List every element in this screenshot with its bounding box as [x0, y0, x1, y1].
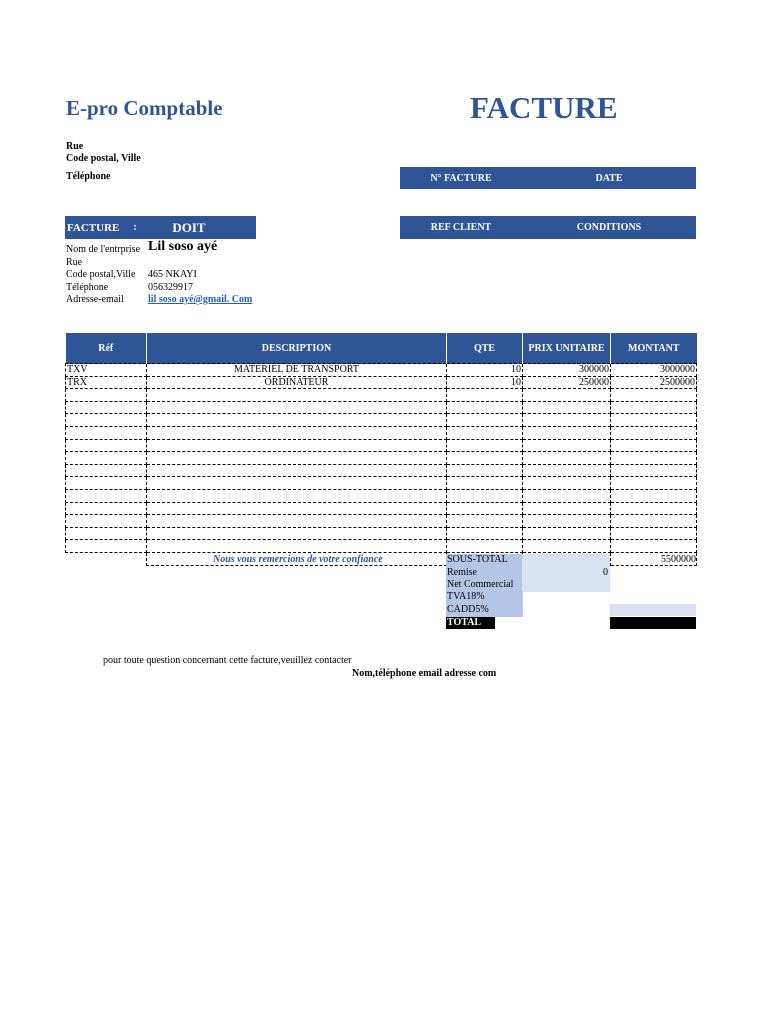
empty-cell[interactable] — [447, 439, 523, 452]
empty-cell[interactable] — [66, 464, 147, 477]
empty-cell[interactable] — [523, 401, 611, 414]
bill-to-facture-label: FACTURE — [67, 221, 120, 234]
table-row-empty — [66, 527, 697, 540]
client-postal-value: 465 NKAYI — [148, 269, 197, 280]
client-name-label: Nom de l'entrprise — [66, 244, 141, 255]
thanks-message: Nous vous remercions de votre confiance — [213, 554, 383, 565]
company-street: Rue — [66, 141, 84, 152]
net-commercial-label: Net Commercial — [446, 579, 523, 592]
table-row-empty — [66, 502, 697, 515]
col-ref-header: Réf — [66, 333, 147, 364]
table-row — [66, 376, 697, 389]
empty-cell[interactable] — [66, 540, 147, 553]
empty-cell[interactable] — [523, 389, 611, 402]
empty-cell[interactable] — [611, 414, 697, 427]
empty-cell[interactable] — [66, 489, 147, 502]
invoice-date-label: DATE — [595, 172, 623, 184]
empty-cell[interactable] — [147, 389, 447, 402]
empty-cell[interactable] — [66, 515, 147, 528]
empty-cell[interactable] — [523, 489, 611, 502]
empty-cell[interactable] — [523, 414, 611, 427]
row-amount[interactable]: 3000000 — [611, 364, 697, 377]
table-row-empty — [66, 452, 697, 465]
empty-cell[interactable] — [611, 401, 697, 414]
empty-cell[interactable] — [523, 464, 611, 477]
empty-cell[interactable] — [447, 401, 523, 414]
cadd-value[interactable] — [610, 604, 696, 616]
table-row — [66, 364, 697, 377]
empty-cell[interactable] — [66, 414, 147, 427]
total-label: TOTAL — [446, 617, 495, 629]
empty-cell[interactable] — [66, 389, 147, 402]
client-postal-label: Code postal,Ville — [66, 269, 136, 280]
net-commercial-value[interactable] — [522, 579, 610, 592]
empty-cell[interactable] — [447, 464, 523, 477]
row-qty[interactable]: 10 — [447, 364, 523, 377]
col-qty-header: QTE — [447, 333, 523, 364]
client-name-value: Lil soso ayé — [148, 239, 218, 254]
table-row-empty — [66, 401, 697, 414]
empty-cell[interactable] — [66, 401, 147, 414]
row-amount[interactable]: 2500000 — [611, 376, 697, 389]
empty-cell[interactable] — [147, 502, 447, 515]
empty-cell[interactable] — [147, 464, 447, 477]
empty-cell[interactable] — [66, 477, 147, 490]
row-description[interactable]: MATERIEL DE TRANSPORT — [147, 364, 447, 377]
empty-cell[interactable] — [147, 439, 447, 452]
empty-cell[interactable] — [523, 527, 611, 540]
client-email-label: Adresse-email — [66, 294, 124, 305]
empty-cell[interactable] — [66, 527, 147, 540]
empty-cell[interactable] — [523, 477, 611, 490]
footer-contact: Nom,téléphone email adresse com — [352, 668, 497, 679]
empty-cell[interactable] — [147, 426, 447, 439]
empty-cell[interactable] — [447, 527, 523, 540]
empty-cell[interactable] — [147, 414, 447, 427]
table-row-empty — [66, 489, 697, 502]
total-value[interactable] — [610, 617, 696, 629]
conditions-label: CONDITIONS — [576, 222, 642, 233]
empty-cell[interactable] — [147, 527, 447, 540]
bill-to-colon: : — [133, 222, 137, 233]
company-name: E-pro Comptable — [66, 96, 223, 120]
subtotal-blank[interactable] — [522, 554, 610, 567]
empty-cell[interactable] — [523, 540, 611, 553]
row-qty[interactable]: 10 — [447, 376, 523, 389]
table-row-empty — [66, 477, 697, 490]
table-row-empty — [66, 464, 697, 477]
company-phone: Téléphone — [66, 171, 111, 182]
client-info-bar — [400, 216, 696, 239]
empty-cell[interactable] — [611, 515, 697, 528]
table-row-empty — [66, 540, 697, 553]
empty-cell[interactable] — [611, 464, 697, 477]
client-phone-label: Téléphone — [66, 282, 109, 293]
footer-question: pour toute question concernant cette facture,veuillez contacter — [103, 655, 352, 666]
table-row-empty — [66, 439, 697, 452]
ref-client-label: REF CLIENT — [430, 222, 492, 233]
empty-cell[interactable] — [611, 540, 697, 553]
empty-cell[interactable] — [147, 489, 447, 502]
empty-cell[interactable] — [523, 515, 611, 528]
empty-cell[interactable] — [66, 439, 147, 452]
empty-cell[interactable] — [447, 477, 523, 490]
empty-cell[interactable] — [611, 502, 697, 515]
document-title: FACTURE — [470, 90, 618, 125]
items-header-row — [66, 333, 697, 364]
tva-label: TVA18% — [446, 591, 523, 604]
empty-cell[interactable] — [147, 452, 447, 465]
empty-cell[interactable] — [447, 414, 523, 427]
empty-cell[interactable] — [611, 452, 697, 465]
empty-cell[interactable] — [447, 540, 523, 553]
invoice-info-bar — [400, 167, 696, 189]
row-unit-price[interactable]: 250000 — [523, 376, 611, 389]
empty-cell[interactable] — [66, 426, 147, 439]
empty-cell[interactable] — [147, 540, 447, 553]
subtotal-label: SOUS-TOTAL — [446, 554, 523, 567]
empty-cell[interactable] — [447, 515, 523, 528]
empty-cell[interactable] — [523, 452, 611, 465]
empty-cell[interactable] — [447, 489, 523, 502]
empty-cell[interactable] — [611, 389, 697, 402]
row-ref[interactable]: TXV — [66, 364, 147, 377]
client-street-label: Rue — [66, 257, 83, 268]
empty-cell[interactable] — [147, 401, 447, 414]
empty-cell[interactable] — [447, 426, 523, 439]
client-email-link[interactable]: lil soso ayé@gmail. Com — [148, 294, 253, 305]
client-phone-value: 056329917 — [148, 282, 193, 293]
empty-cell[interactable] — [611, 439, 697, 452]
empty-cell[interactable] — [611, 489, 697, 502]
col-description-header: DESCRIPTION — [147, 333, 447, 364]
empty-cell[interactable] — [611, 527, 697, 540]
table-row-empty — [66, 515, 697, 528]
subtotal-value[interactable]: 5500000 — [661, 554, 696, 565]
empty-cell[interactable] — [447, 389, 523, 402]
empty-cell[interactable] — [66, 452, 147, 465]
bill-to-bar — [65, 216, 256, 239]
row-description[interactable]: ORDINATEUR — [147, 376, 447, 389]
items-table — [65, 333, 697, 566]
table-row-empty — [66, 426, 697, 439]
cadd-label: CADD5% — [446, 604, 523, 617]
empty-cell[interactable] — [611, 477, 697, 490]
discount-value[interactable]: 0 — [522, 567, 610, 580]
col-amount-header: MONTANT — [611, 333, 697, 364]
empty-cell — [66, 552, 147, 565]
company-postal-city: Code postal, Ville — [66, 153, 141, 164]
row-unit-price[interactable]: 300000 — [523, 364, 611, 377]
empty-cell[interactable] — [611, 426, 697, 439]
empty-cell[interactable] — [66, 502, 147, 515]
table-row-empty — [66, 414, 697, 427]
row-ref[interactable]: TRX — [66, 376, 147, 389]
empty-cell[interactable] — [147, 477, 447, 490]
empty-cell[interactable] — [523, 439, 611, 452]
empty-cell[interactable] — [523, 502, 611, 515]
table-row-empty — [66, 389, 697, 402]
col-unit-price-header: PRIX UNITAIRE — [523, 333, 611, 364]
discount-label: Remise — [446, 567, 523, 580]
empty-cell[interactable] — [147, 515, 447, 528]
empty-cell[interactable] — [447, 502, 523, 515]
bill-to-doit-label: DOIT — [172, 219, 206, 235]
empty-cell[interactable] — [523, 426, 611, 439]
invoice-number-label: N° FACTURE — [430, 172, 492, 184]
empty-cell[interactable] — [447, 452, 523, 465]
